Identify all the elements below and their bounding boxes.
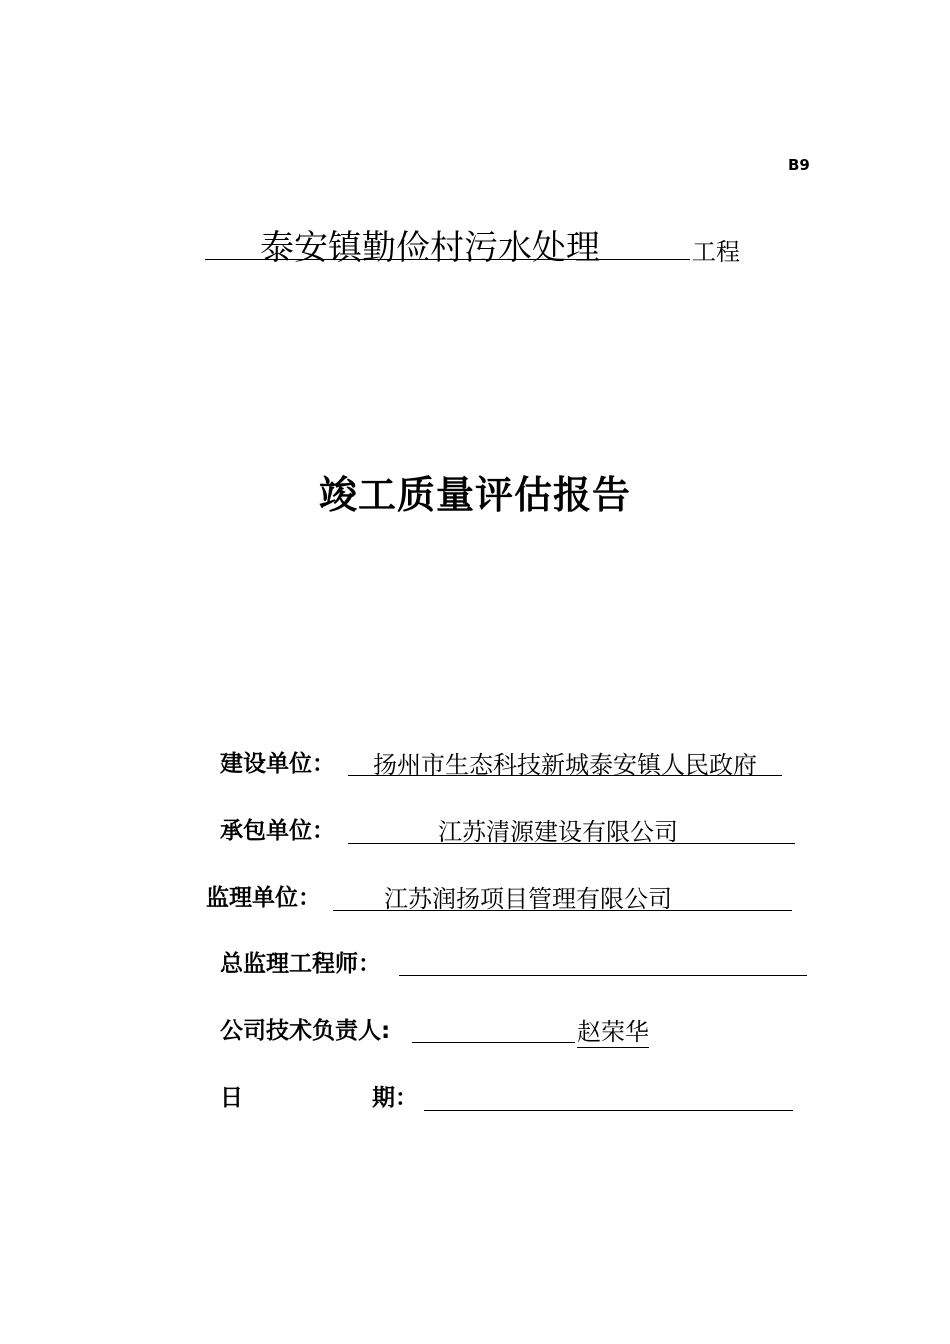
field-contractor-unit xyxy=(220,812,800,852)
field-label: 承包单位： xyxy=(220,818,335,844)
project-name-line xyxy=(205,220,765,270)
document-code: B9 xyxy=(788,156,810,174)
field-construction-unit xyxy=(220,745,800,785)
date-label-second: 期： xyxy=(372,1085,418,1111)
field-value: 江苏清源建设有限公司 xyxy=(438,818,678,846)
field-underline xyxy=(399,975,807,976)
field-label: 建设单位： xyxy=(220,751,335,777)
field-label: 监理单位： xyxy=(206,885,321,911)
report-title: 竣工质量评估报告 xyxy=(318,473,631,517)
field-tech-leader xyxy=(220,1012,720,1052)
field-value: 江苏润扬项目管理有限公司 xyxy=(384,885,672,913)
field-label: 公司技术负责人: xyxy=(220,1018,391,1044)
project-name: 泰安镇勤俭村污水处理 xyxy=(260,228,600,268)
field-date xyxy=(220,1079,820,1119)
project-suffix: 工程 xyxy=(692,238,740,266)
field-value: 赵荣华 xyxy=(577,1012,649,1048)
field-underline xyxy=(412,1042,575,1043)
field-chief-engineer xyxy=(220,945,820,985)
field-underline xyxy=(424,1110,793,1111)
field-label: 总监理工程师： xyxy=(220,951,381,977)
field-value: 扬州市生态科技新城泰安镇人民政府 xyxy=(373,751,757,779)
field-supervision-unit xyxy=(206,879,806,919)
date-label-first: 日 xyxy=(220,1085,243,1111)
